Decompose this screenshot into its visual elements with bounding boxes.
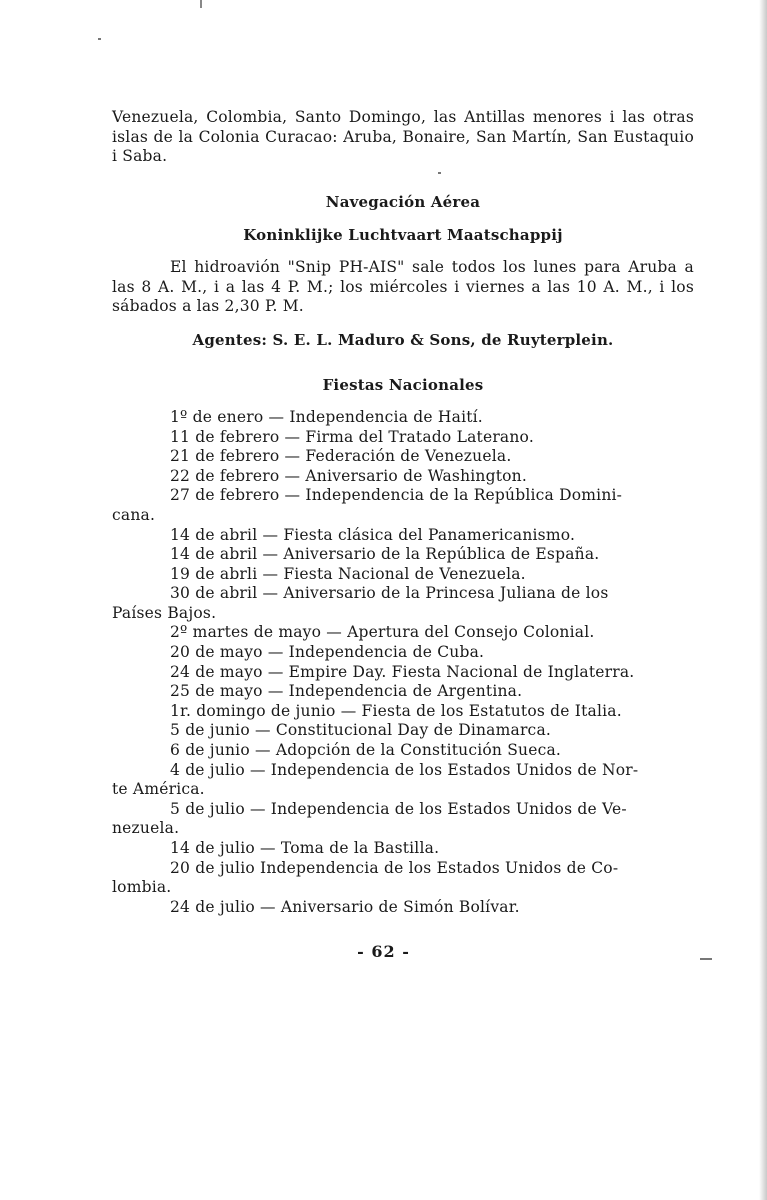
holiday-entry [112,741,694,761]
holiday-entry-text: 1º de enero — Independencia de Haití. [170,407,483,426]
holiday-entry [112,682,694,702]
holiday-entry-text: 19 de abrli — Fiesta Nacional de Venezuela. [170,564,526,583]
holiday-entry [112,584,694,623]
holiday-entry-text: 14 de abril — Aniversario de la República de España. [170,545,600,564]
page-number: - 62 - [357,942,410,961]
holiday-entry [112,447,694,467]
holiday-list [112,408,694,917]
holiday-entry-text: 24 de julio — Aniversario de Simón Bolívar. [170,897,520,916]
holiday-entry-continuation: cana. [112,505,156,524]
holiday-entry [112,663,694,683]
holiday-entry [112,467,694,487]
holiday-entry-text: 20 de julio Independencia de los Estados Unidos de Co- [170,858,619,877]
holiday-entry-text: 1r. domingo de junio — Fiesta de los Estatutos de Italia. [170,701,622,720]
holiday-entry-text: 4 de julio — Independencia de los Estados Unidos de Nor- [170,760,639,779]
intro-paragraph: Venezuela, Colombia, Santo Domingo, las Antillas menores i las otras islas de la Colonia Curacao: Aruba, Bonaire, San Martín, San Eustaquio i Saba. [112,108,694,166]
holiday-entry [112,859,694,898]
holiday-entry [112,643,694,663]
holidays-heading: Fiestas Nacionales [322,376,484,395]
holiday-entry [112,486,694,525]
holiday-entry-text: 24 de mayo — Empire Day. Fiesta Nacional de Inglaterra. [170,662,635,681]
holiday-entry [112,428,694,448]
holiday-entry-text: 27 de febrero — Independencia de la República Domini- [170,486,623,505]
holiday-entry-text: 14 de abril — Fiesta clásica del Panamericanismo. [170,525,576,544]
scan-mark [200,0,202,8]
holiday-entry-text: 20 de mayo — Independencia de Cuba. [170,643,485,662]
holiday-entry [112,800,694,839]
holiday-entry-text: 2º martes de mayo — Apertura del Consejo Colonial. [170,623,595,642]
holiday-entry-text: 21 de febrero — Federación de Venezuela. [170,447,512,466]
document-page [112,108,694,917]
holiday-entry [112,623,694,643]
holiday-entry [112,565,694,585]
holiday-entry-continuation: nezuela. [112,819,180,838]
holiday-entry [112,702,694,722]
holiday-entry-text: 5 de junio — Constitucional Day de Dinamarca. [170,721,552,740]
flight-schedule-paragraph: El hidroavión "Snip PH-AIS" sale todos los lunes para Aruba a las 8 A. M., i a las 4 P. M.; los miércoles i viernes a las 10 A. M., i los sábados a las 2,30 P. M. [112,257,694,316]
holiday-entry [112,898,694,918]
holiday-entry-text: 5 de julio — Independencia de los Estados Unidos de Ve- [170,799,627,818]
holiday-entry-continuation: lombia. [112,878,172,897]
holiday-entry [112,721,694,741]
holiday-entry-continuation: Países Bajos. [112,603,217,622]
holiday-entry-text: 25 de mayo — Independencia de Argentina. [170,682,523,701]
holiday-entry-text: 22 de febrero — Aniversario de Washington. [170,466,527,485]
agents-line: Agentes: S. E. L. Maduro & Sons, de Ruyterplein. [192,330,614,349]
holiday-entry-text: 30 de abril — Aniversario de la Princesa Juliana de los [170,584,609,603]
holiday-entry [112,408,694,428]
holiday-entry [112,839,694,859]
holiday-entry [112,545,694,565]
holiday-entry-continuation: te América. [112,780,205,799]
holiday-entry [112,761,694,800]
holiday-entry-text: 6 de junio — Adopción de la Constitución Sueca. [170,741,562,760]
scan-speck [98,38,101,40]
airline-company-heading: Koninklijke Luchtvaart Maatschappij [243,226,563,245]
page-edge-shadow [759,0,767,1200]
air-navigation-heading: Navegación Aérea [325,192,481,211]
holiday-entry-text: 14 de julio — Toma de la Bastilla. [170,839,440,857]
holiday-entry-text: 11 de febrero — Firma del Tratado Laterano. [170,427,534,446]
holiday-entry [112,526,694,546]
